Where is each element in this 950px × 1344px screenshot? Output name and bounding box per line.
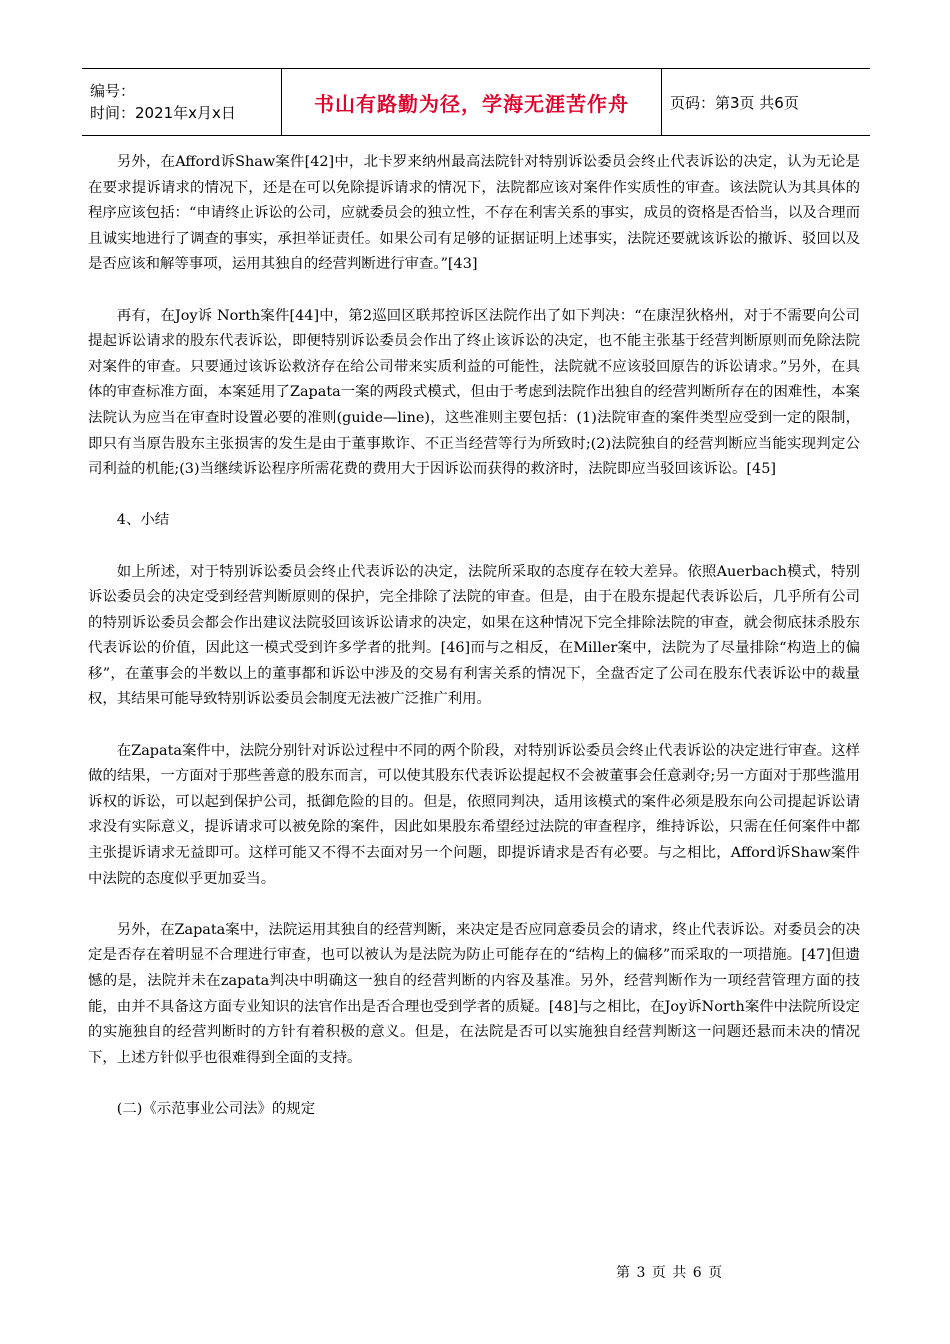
paragraph-zapata-judgment: 另外，在Zapata案中，法院运用其独自的经营判断，来决定是否应同意委员会的请求，终止代表诉讼。对委员会的决定是否存在着明显不合理进行审查，也可以被认为是法院为防止可能存在的“结构上的偏移”而采取的一项措施。[47]但遗憾的是，法院并未在zapata判决中明确这一独自的经营判断的内容及基准。另外，经营判断作为一项经营管理方面的技能，由并不具备这方面专业知识的法官作出是否合理也受到学者的质疑。[48]与之相比，在Joy诉North案件中法院所设定的实施独自的经营判断时的方针有着积极的意义。但是，在法院是否可以实施独自经营判断这一问题还悬而未决的情况下，上述方针似乎也很难得到全面的支持。 — [88, 921, 860, 1066]
doc-date-label: 时间：2021年x月x日 — [90, 104, 236, 122]
header-page-info: 页码：第3页 共6页 — [670, 93, 799, 112]
header-left-cell — [82, 69, 282, 135]
doc-number-label: 编号： — [90, 82, 136, 100]
header-motto: 书山有路勤为径，学海无涯苦作舟 — [282, 69, 662, 135]
paragraph-joy-north: 再有，在Joy诉 North案件[44]中，第2巡回区联邦控诉区法院作出了如下判决：“在康涅狄格州，对于不需要向公司提起诉讼请求的股东代表诉讼，即便特别诉讼委员会作出了终止该诉讼的决定，也不能主张基于经营判断原则而免除法院对案件的审查。只要通过该诉讼救济存在给公司带来实质利益的可能性，法院就不应该驳回原告的诉讼请求。”另外，在具体的审查标准方面，本案延用了Zapata一案的两段式模式，但由于考虑到法院作出独自的经营判断所存在的困难性，本案法院认为应当在审查时设置必要的准则(guide—line)，这些准则主要包括：(1)法院审查的案件类型应受到一定的限制，即只有当原告股东主张损害的发生是由于董事欺诈、不正当经营等行为所致时;(2)法院独自的经营判断应当能实现判定公司利益的机能;(3)当继续诉讼程序所需花费的费用大于因诉讼而获得的救济时，法院即应当驳回该诉讼。[45] — [88, 307, 860, 478]
page-header — [82, 68, 870, 136]
document-body — [88, 150, 860, 1148]
paragraph-summary-auerbach: 如上所述，对于特别诉讼委员会终止代表诉讼的决定，法院所采取的态度存在较大差异。依照Auerbach模式，特别诉讼委员会的决定受到经营判断原则的保护，完全排除了法院的审查。但是，由于在股东提起代表诉讼后，几乎所有公司的特别诉讼委员会都会作出建议法院驳回该诉讼请求的决定，如果在这种情况下完全排除法院的审查，就会彻底抹杀股东代表诉讼的价值，因此这一模式受到许多学者的批判。[46]而与之相反，在Miller案中，法院为了尽量排除“构造上的偏移”，在董事会的半数以上的董事都和诉讼中涉及的交易有利害关系的情况下，全盘否定了公司在股东代表诉讼中的裁量权，其结果可能导致特别诉讼委员会制度无法被广泛推广利用。 — [88, 563, 860, 708]
paragraph-afford-shaw: 另外，在Afford诉Shaw案件[42]中，北卡罗来纳州最高法院针对特别诉讼委员会终止代表诉讼的决定，认为无论是在要求提诉请求的情况下，还是在可以免除提诉请求的情况下，法院都应该对案件作实质性的审查。该法院认为其具体的程序应该包括：“申请终止诉讼的公司，应就委员会的独立性，不存在利害关系的事实，成员的资格是否恰当，以及合理而且诚实地进行了调查的事实，承担举证责任。如果公司有足够的证据证明上述事实，法院还要就该诉讼的撤诉、驳回以及是否应该和解等事项，运用其独自的经营判断进行审查。”[43] — [88, 154, 860, 273]
section-heading-model-act: (二)《示范事业公司法》的规定 — [116, 1100, 316, 1117]
paragraph-zapata-stages: 在Zapata案件中，法院分别针对诉讼过程中不同的两个阶段，对特别诉讼委员会终止代表诉讼的决定进行审查。这样做的结果，一方面对于那些善意的股东而言，可以使其股东代表诉讼提起权不会被董事会任意剥夺;另一方面对于那些滥用诉权的诉讼，可以起到保护公司，抵御危险的目的。但是，依照同判决，适用该模式的案件必须是股东向公司提起诉讼请求没有实际意义，提诉请求可以被免除的案件，因此如果股东希望经过法院的审查程序，维持诉讼，只需在任何案件中都主张提诉请求无益即可。这样可能又不得不去面对另一个问题，即提诉请求是否有必要。与之相比，Afford诉Shaw案件中法院的态度似乎更加妥当。 — [88, 742, 860, 887]
page-footer: 第 3 页 共 6 页 — [616, 1265, 724, 1281]
section-heading-summary: 4、小结 — [116, 512, 170, 529]
